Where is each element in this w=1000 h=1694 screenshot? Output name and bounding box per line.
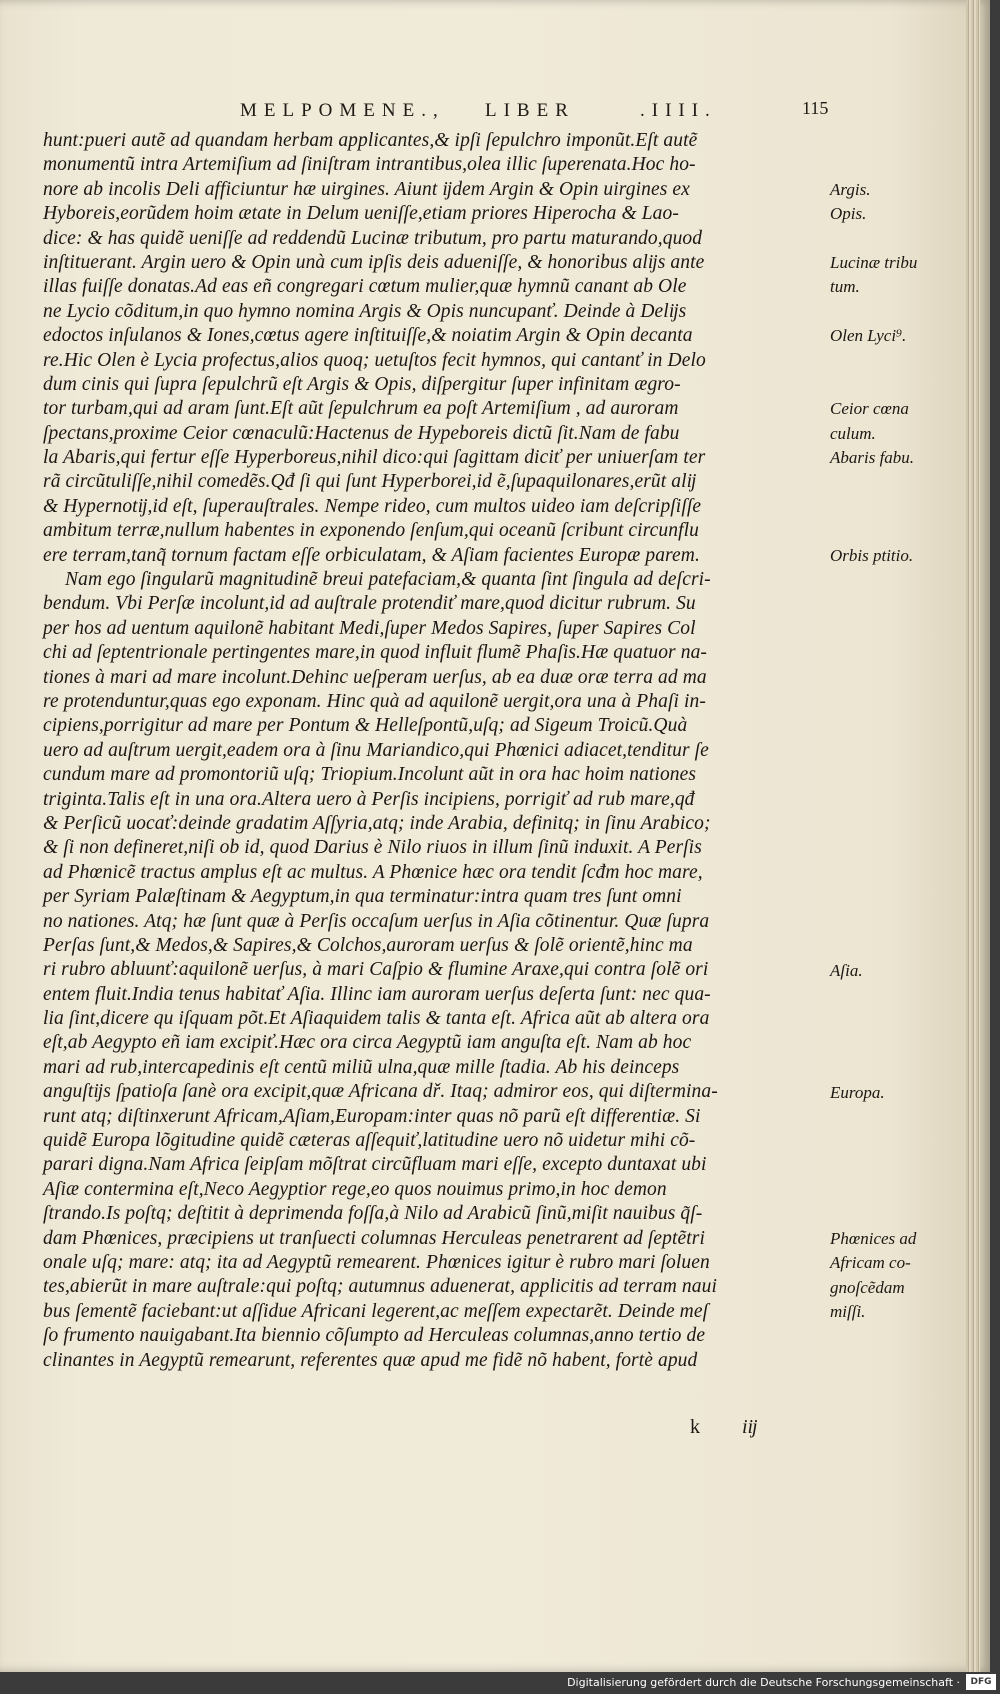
text-line: ad Phœnicẽ tractus amplus eſt ac multus. A Phœnice hæc ora tendit ſcđm hoc mare, xyxy=(43,861,703,883)
text-line: ſpectans,proxime Ceior cœnaculũ:Hactenus de Hypeboreis dictũ ſit.Nam de fabu xyxy=(43,422,680,444)
running-head-book: LIBER xyxy=(485,100,575,121)
text-line: lia ſint,dicere qu iſquam põt.Et Aſiaquidem talis & tanta eſt. Africa aũt ab altera ora xyxy=(43,1008,710,1030)
margin-note xyxy=(830,324,940,348)
margin-note-line: gnoſcẽdam xyxy=(830,1277,905,1297)
text-line: tor turbam,qui ad aram ſunt.Eſt aũt ſepulchrum ea poſt Artemiſium , ad auroram xyxy=(43,398,679,420)
margin-note xyxy=(830,397,940,446)
signature-letter: k xyxy=(690,1416,700,1438)
text-line: monumentũ intra Artemiſium ad ſiniſtram intrantibus,olea illic ſuperenata.Hoc ho- xyxy=(43,154,696,176)
text-line: & ſi non defineret,niſi ob id, quod Darius è Nilo riuos in illum ſinũ induxit. A Perſis xyxy=(43,837,702,859)
text-line: dum cinis qui ſupra ſepulchrũ eſt Argis & Opis, diſpergitur ſuper infinitam ægro- xyxy=(43,373,681,395)
margin-note xyxy=(830,202,940,226)
margin-note-line: Africam co- xyxy=(830,1253,911,1273)
text-line: per Syriam Palæſtinam & Aegyptum,in qua terminatur:intra quam tres ſunt omni xyxy=(43,886,682,908)
text-line: per hos ad uentum aquilonẽ habitant Medi,ſuper Medos Sapires, ſuper Sapires Col xyxy=(43,617,696,639)
text-line: mari ad rub,intercapedinis eſt centũ miliũ ulna,quæ mille ſtadia. Ab his deinceps xyxy=(43,1056,680,1078)
running-head-title: MELPOMENE., xyxy=(240,100,445,121)
margin-note-line: Phœnices ad xyxy=(830,1229,917,1248)
text-line: la Abaris,qui fertur eſſe Hyperboreus,nihil dico:qui ſagittam diciť per uniuerſam ter xyxy=(43,447,706,469)
text-line: runt atq; diſtinxerunt Africam,Aſiam,Europam:inter quas nõ parũ eſt differentiæ. Si xyxy=(43,1105,701,1127)
text-line: re protenduntur,quas ego exponam. Hinc quà ad aquilonẽ uergit,ora una à Phaſi in- xyxy=(43,690,706,712)
text-line: anguſtĳs ſpatioſa ſanè ora excipit,quæ Africana dř. Itaq; admiror eos, qui diſtermina- xyxy=(43,1081,718,1103)
text-line: ſo frumento nauigabant.Ita biennio cõſumpto ad Herculeas columnas,anno tertio de xyxy=(43,1325,706,1347)
margin-note xyxy=(830,178,940,202)
text-line: clinantes in Aegyptũ remearunt, referentes quæ apud me fidẽ nõ habent, fortè apud xyxy=(43,1349,698,1371)
margin-note-line: Aſia. xyxy=(830,960,863,980)
margin-note xyxy=(830,959,940,983)
text-line: eſt,ab Aegypto eñ iam excipiť.Hæc ora circa Aegyptũ iam anguſta eſt. Nam ab hoc xyxy=(43,1032,692,1054)
margin-note xyxy=(830,446,940,470)
text-line: no nationes. Atq; hæ ſunt quæ à Perſis occaſum uerſus in Aſia cõtinentur. Quæ ſupra xyxy=(43,910,710,932)
margin-note xyxy=(830,1081,940,1105)
text-line: ambitum terræ,nullum habentes in exponendo ſenſum,qui oceanũ ſcribunt circunflu xyxy=(43,520,699,542)
text-line: Perſas ſunt,& Medos,& Sapires,& Colchos,auroram uerſus & ſolẽ orientẽ,hinc ma xyxy=(43,934,693,956)
text-line: dice: & has quidẽ ueniſſe ad reddendũ Lucinæ tributum, pro partu maturando,quod xyxy=(43,227,703,249)
running-head-book-number: .IIII. xyxy=(640,100,717,121)
margin-note-line: Orbis ptitio. xyxy=(830,545,914,565)
text-line: illas fuiſſe donatas.Ad eas eñ congregari cœtum mulier,quæ hymnũ canant ab Ole xyxy=(43,276,687,298)
text-line: ere terram,tanq̃ tornum factam eſſe orbiculatam, & Aſiam facientes Europæ parem. xyxy=(43,544,700,566)
text-line: inſtituerant. Argin uero & Opin unà cum ipſis deis aduenіſſe, & honoribus alĳs ante xyxy=(43,251,705,273)
text-line: cundum mare ad promontoriũ uſq; Triopium.Incolunt aũt in ora hac hoim nationes xyxy=(43,764,697,786)
text-line: Aſiæ contermina eſt,Neco Aegyptior rege,eo quos nouimus primo,in hoc demon xyxy=(43,1178,667,1200)
digitization-credit: Digitalisierung gefördert durch die Deutsche Forschungsgemeinschaft · xyxy=(567,1676,960,1689)
margin-note-line: culum. xyxy=(830,423,876,443)
margin-note xyxy=(830,1227,940,1325)
text-line: re.Hic Olen è Lycia profectus,alios quoq; uetuſtos fecit hymnos, qui cantanť in Delo xyxy=(43,349,706,371)
text-line: tiones à mari ad mare incolunt.Dehinc ueſperam uerſus, ab ea duæ oræ terra ad ma xyxy=(43,666,707,688)
dfg-logo: DFG xyxy=(966,1674,996,1690)
text-line: bus ſementẽ faciebant:ut aſſidue Africani legerent,ac meſſem expectarẽt. Deinde meſ xyxy=(43,1300,709,1322)
text-line: quidẽ Europa lõgitudine quidẽ cæteras aſſequiť,latitudine uero nõ uidetur mihi cõ- xyxy=(43,1130,696,1152)
margin-note-line: Lucinæ tribu xyxy=(830,253,918,272)
text-line: onale uſq; mare: atq; ita ad Aegyptũ remearent. Phœnices igitur è rubro mari ſoluen xyxy=(43,1251,710,1273)
text-line: & Perſicũ uocať:deinde gradatim Aſſyria,atq; inde Arabia, definitq; in ſinu Arabico; xyxy=(43,812,711,834)
margin-note xyxy=(830,251,940,300)
text-line: dam Phœnices, præcipiens ut tranſuecti columnas Herculeas penetrarent ad ſeptẽtri xyxy=(43,1227,705,1249)
margin-note-line: Europa. xyxy=(830,1082,885,1102)
text-line: & Hypernotĳ,id eſt, ſuperauſtrales. Nempe rideo, cum multos uideo iam deſcripſiſſe xyxy=(43,495,702,517)
text-line: chi ad ſeptentrionale pertingentes mare,in quod influit flumẽ Phaſis.Hæ quatuor na- xyxy=(43,642,708,664)
text-line: triginta.Talis eſt in una ora.Altera uero à Perſis incipiens, porrigiť ad rub mare,qđ xyxy=(43,788,695,810)
folio-number: 115 xyxy=(802,98,829,118)
margin-note xyxy=(830,544,940,568)
text-line: ri rubro abluunť:aquilonẽ uerſus, à mari Caſpio & flumine Araxe,qui contra ſolẽ ori xyxy=(43,959,709,981)
margin-note-line: miſſi. xyxy=(830,1302,866,1322)
text-line: nore ab incolis Deli afficiuntur hæ uirgines. Aiunt ĳdem Argin & Opin uirgines ex xyxy=(43,178,690,200)
text-line: tes,abierũt in mare auſtrale:qui poſtq; autumnus aduenerat, applicitis ad terram naui xyxy=(43,1276,717,1298)
text-line: Nam ego ſingularũ magnitudinẽ breui patefaciam,& quanta ſint ſingula ad deſcri- xyxy=(65,569,711,591)
text-line: bendum. Vbi Perſæ incolunt,id ad auſtrale protendiť mare,quod dicitur rubrum. Su xyxy=(43,593,696,615)
text-line: ne Lycio cõditum,in quo hymno nomina Argis & Opis nuncupanť. Deinde à Delĳs xyxy=(43,300,687,322)
text-line: edoctos inſulanos & Iones,cœtus agere inſtituiſſe,& noiatim Argin & Opin decanta xyxy=(43,325,693,347)
margin-note-line: tum. xyxy=(830,277,860,297)
body-text xyxy=(43,129,818,1373)
text-line: entem fluit.India tenus habitať Aſia. Illinc iam auroram uerſus deſerta ſunt: nec qua- xyxy=(43,983,711,1005)
margin-note-line: Argis. xyxy=(830,179,871,199)
text-line: uero ad auſtrum uergit,eadem ora à ſinu Mariandico,qui Phœnici adiacet,tenditur ſe xyxy=(43,739,709,761)
margin-note-line: Abaris fabu. xyxy=(830,448,915,468)
margin-note-line: Opis. xyxy=(830,204,867,224)
text-line: cipiens,porrigitur ad mare per Pontum & Helleſpontũ,uſq; ad Sigeum Troicũ.Quà xyxy=(43,715,688,737)
margin-note-line: Olen Lyci⁹. xyxy=(830,326,907,346)
running-head xyxy=(240,100,860,126)
page-edge xyxy=(966,0,980,1672)
text-line: parari digna.Nam Africa ſeipſam mõſtrat circũfluam mari eſſe, excepto duntaxat ubi xyxy=(43,1154,707,1176)
text-line: rã circũtuliſſe,nihil comedẽs.Qđ ſi qui ſunt Hyperborei,id ẽ,ſupaquilonares,erũt alĳ xyxy=(43,471,697,493)
text-line: Hyborеis,eorũdem hoim ætate in Delum ueniſſe,etiam priores Hiperocha & Lao- xyxy=(43,203,679,225)
text-line: ſtrando.Is poſtq; deſtitit à deprimenda foſſa,à Nilo ad Arabicũ ſinũ,miſit nauibus q̃ſ- xyxy=(43,1203,703,1225)
margin-note-line: Ceior cœna xyxy=(830,399,909,419)
text-line: hunt:pueri autẽ ad quandam herbam applicantes,& ipſi ſepulchro imponũt.Eſt autẽ xyxy=(43,130,698,151)
signature-number: iĳ xyxy=(742,1416,758,1438)
